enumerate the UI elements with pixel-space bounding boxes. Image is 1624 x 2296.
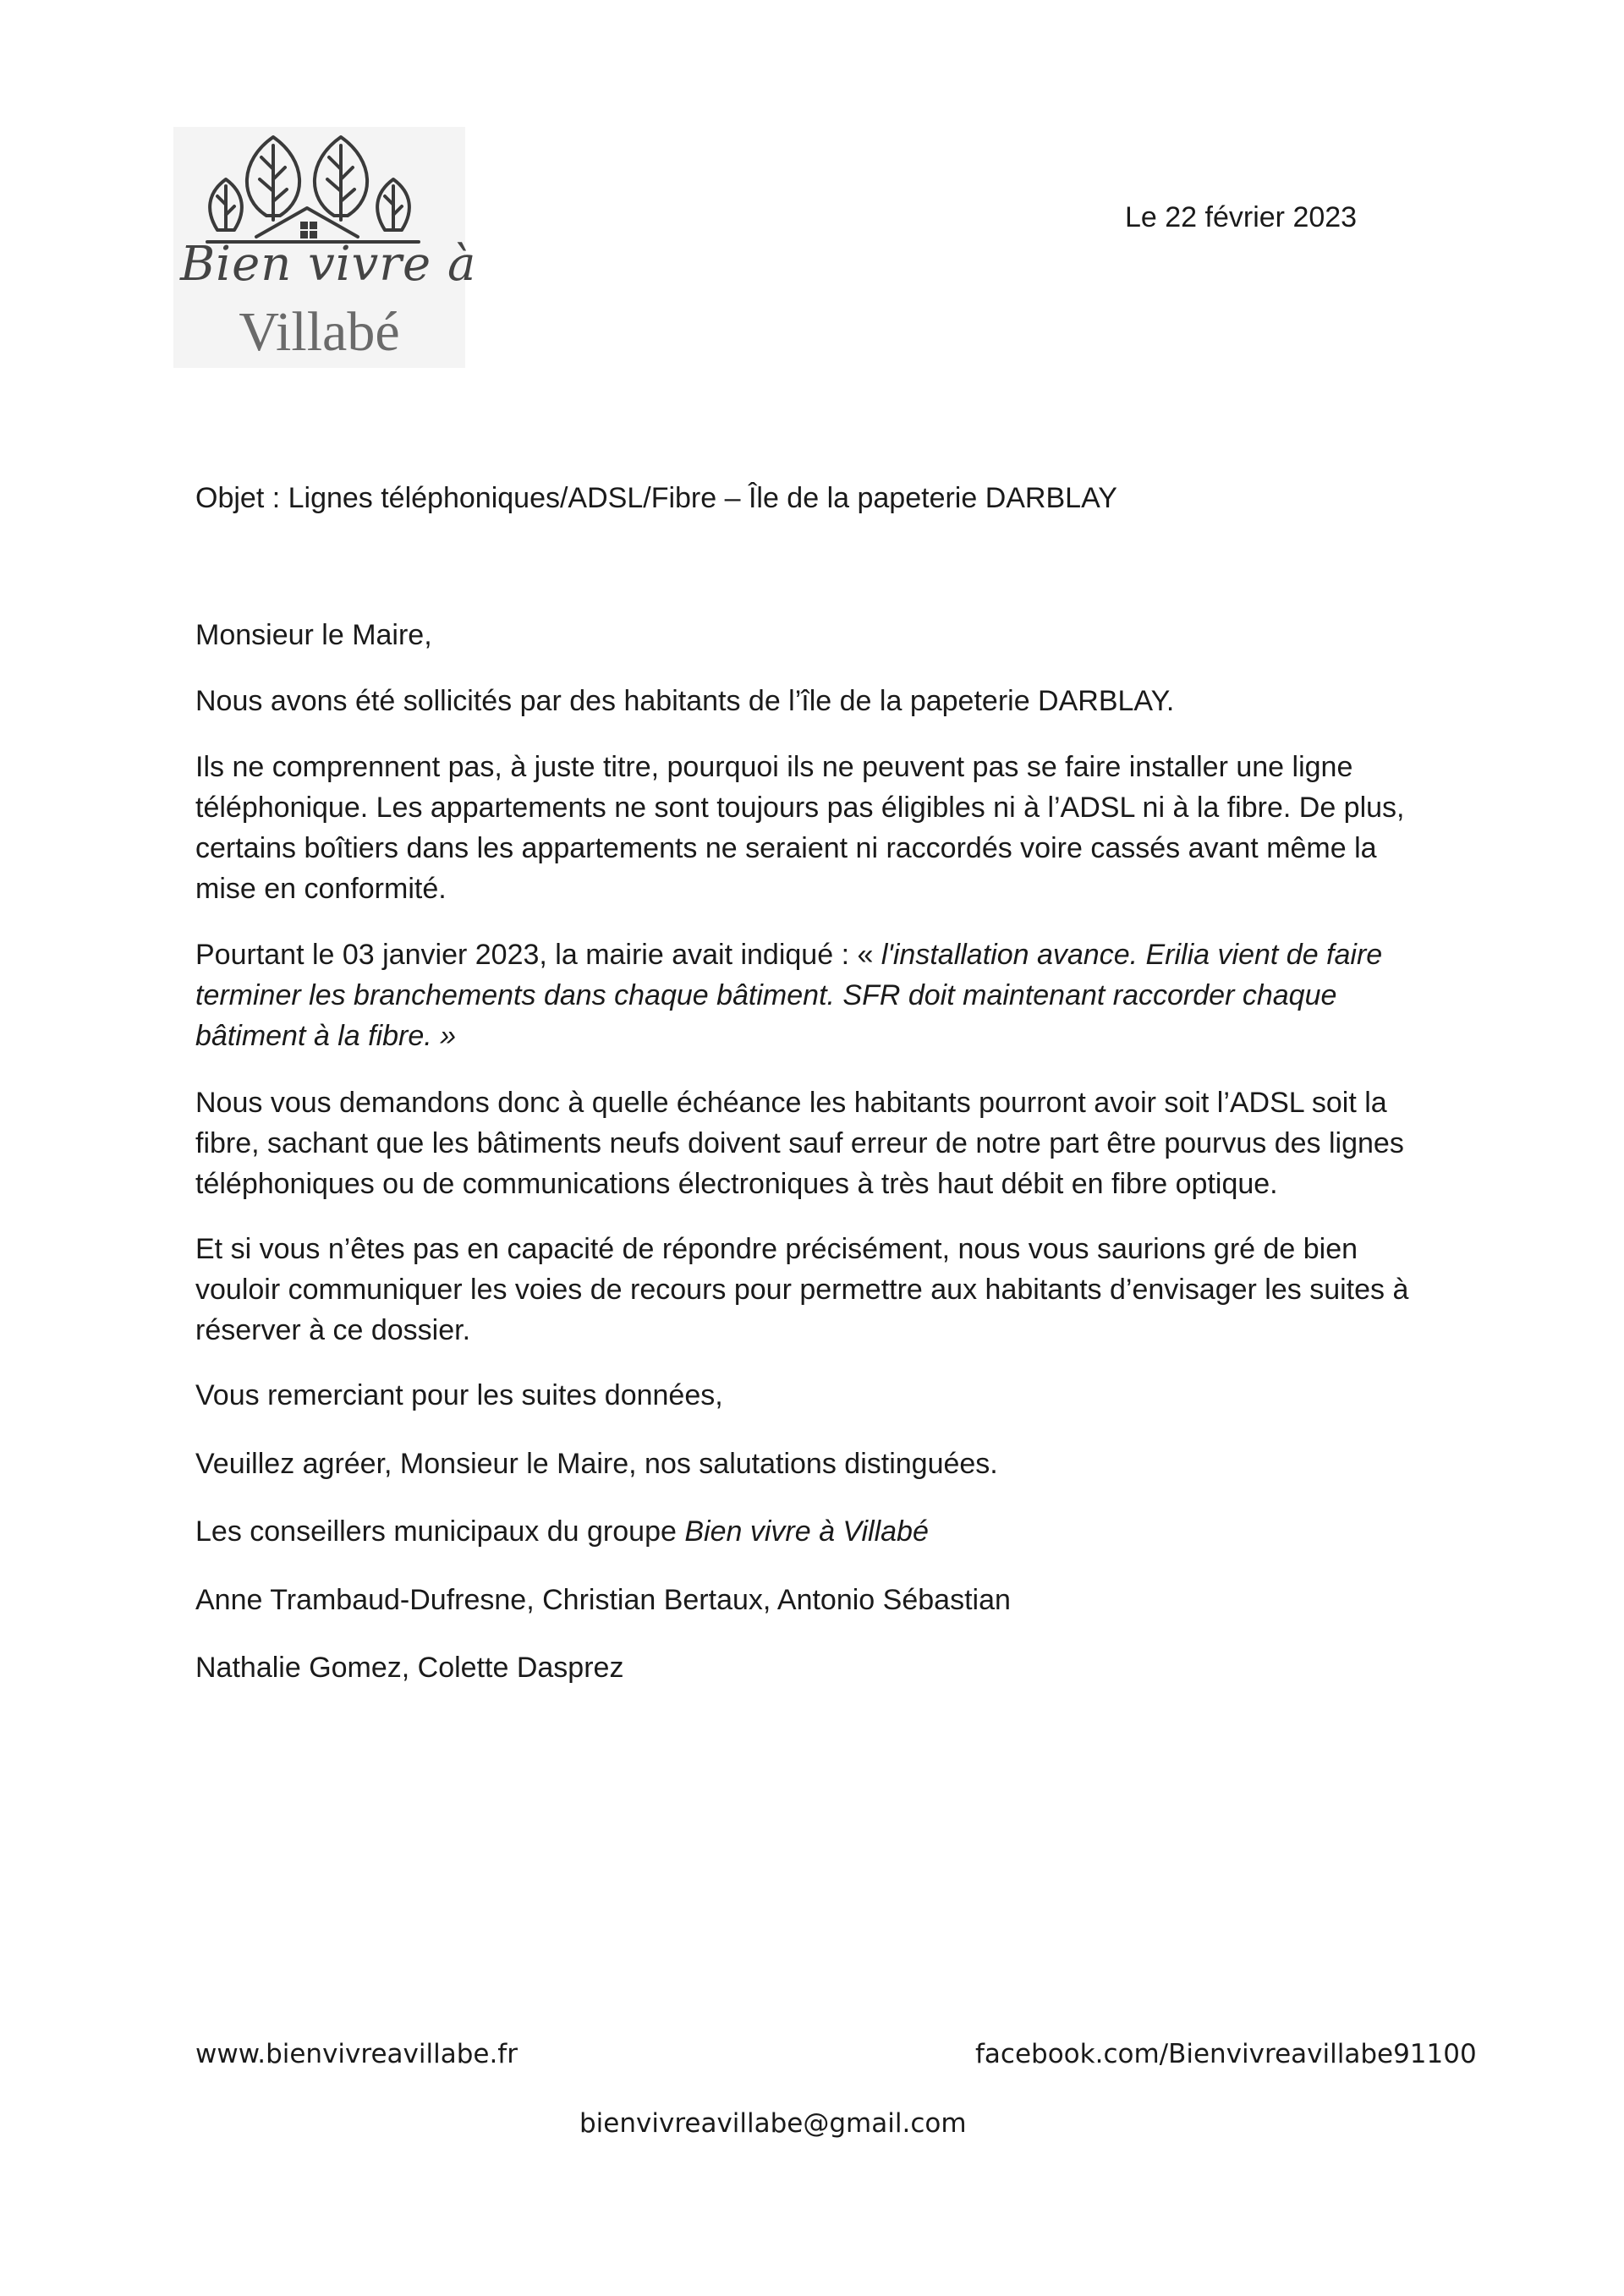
signature-names-line-1: Anne Trambaud-Dufresne, Christian Bertaux, Antonio Sébastian	[195, 1584, 1011, 1616]
paragraph-7-text: Veuillez agréer, Monsieur le Maire, nos salutations distinguées.	[195, 1448, 998, 1480]
paragraph-1-text: Nous avons été sollicités par des habitants de l’île de la papeterie DARBLAY.	[195, 685, 1175, 717]
paragraph-3-quote: l'installation avance. Erilia vient de faire terminer les branchements dans chaque bâtiment. SFR doit maintenant raccorder chaque bâtiment à la fibre. »	[195, 939, 1383, 1052]
subject-line	[195, 478, 1430, 518]
paragraph-3-intro: Pourtant le 03 janvier 2023, la mairie avait indiqué : «	[195, 939, 881, 971]
signature-names-1	[195, 1580, 1430, 1620]
footer-website[interactable]: www.bienvivreavillabe.fr	[195, 2039, 518, 2069]
paragraph-1	[195, 681, 1430, 721]
paragraph-5-text: Et si vous n’êtes pas en capacité de répondre précisément, nous vous saurions gré de bien vouloir communiquer les voies de recours pour permettre aux habitants d’envisager les suites à réserver à ce dossier.	[195, 1233, 1409, 1346]
paragraph-4-text: Nous vous demandons donc à quelle échéance les habitants pourront avoir soit l’ADSL soit la fibre, sachant que les bâtiments neufs doivent sauf erreur de notre part être pourvus des lignes téléphoniques ou de communications électroniques à très haut débit en fibre optique.	[195, 1087, 1404, 1200]
signature-names-line-2: Nathalie Gomez, Colette Dasprez	[195, 1652, 624, 1684]
footer-email[interactable]: bienvivreavillabe@gmail.com	[579, 2108, 967, 2139]
salutation-text: Monsieur le Maire,	[195, 619, 432, 651]
subject-text: Objet : Lignes téléphoniques/ADSL/Fibre – Île de la papeterie DARBLAY	[195, 482, 1117, 514]
trees-house-icon	[173, 127, 465, 254]
footer-facebook[interactable]: facebook.com/Bienvivreavillabe91100	[975, 2039, 1477, 2069]
logo-script-text: Bien vivre à	[180, 237, 477, 292]
logo-name-text: Villabé	[239, 301, 400, 363]
signature-group	[195, 1511, 1430, 1552]
salutation	[195, 615, 1430, 655]
signature-group-name: Bien vivre à Villabé	[684, 1515, 929, 1548]
letter-date: Le 22 février 2023	[1125, 201, 1358, 233]
paragraph-3-text	[195, 934, 1430, 1056]
logo	[173, 127, 477, 368]
paragraph-5	[195, 1229, 1430, 1351]
paragraph-6	[195, 1375, 1430, 1416]
paragraph-6-text: Vous remerciant pour les suites données,	[195, 1379, 723, 1411]
paragraph-3	[195, 934, 1430, 1056]
signature-names-2	[195, 1647, 1430, 1688]
paragraph-2-text: Ils ne comprennent pas, à juste titre, pourquoi ils ne peuvent pas se faire installer une ligne téléphonique. Les appartements ne sont toujours pas éligibles ni à l’ADSL ni à la fibre. De plus, certains boîtiers dans les appartements ne seraient ni raccordés voire cassés avant même la mise en conformité.	[195, 751, 1405, 905]
paragraph-2	[195, 747, 1430, 909]
signature-group-intro: Les conseillers municipaux du groupe	[195, 1515, 685, 1548]
signature-group-text	[195, 1511, 1430, 1552]
paragraph-7	[195, 1444, 1430, 1484]
paragraph-4	[195, 1082, 1430, 1204]
